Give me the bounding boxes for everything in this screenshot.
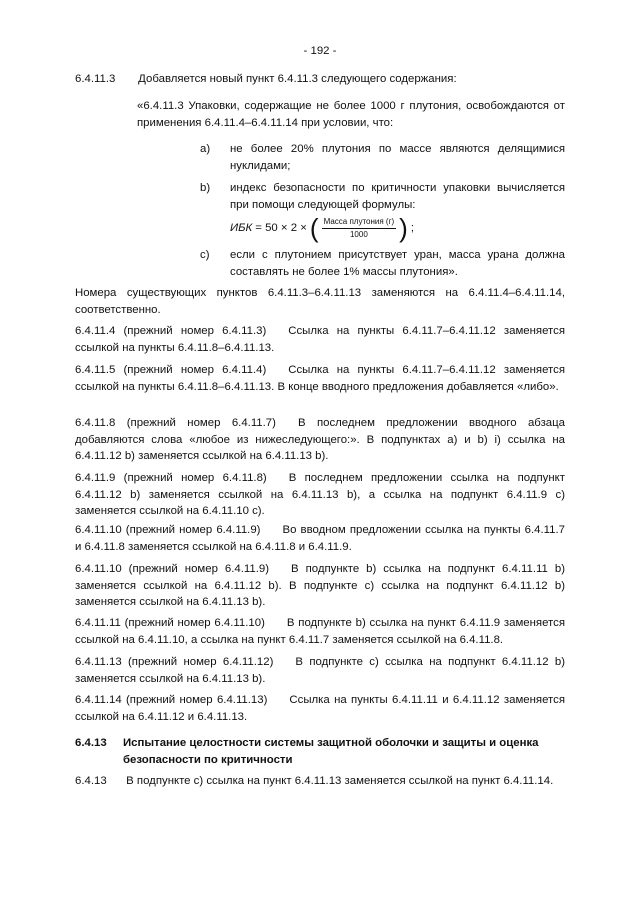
paragraph-label: 6.4.11.9 (прежний номер 6.4.11.8) (75, 472, 267, 484)
right-paren: ) (399, 213, 408, 243)
paragraph-text: В последнем предложении вводного абзаца добавляются слова «любое из нижеследующего:». В подпунктах a) и b) i) ссылка на 6.4.11.12 b) заменяется ссылкой на 6.4.11.13 b). (75, 417, 565, 462)
section-title: Испытание целостности системы защитной оболочки и защиты и оценка безопасности по критичности (123, 737, 539, 766)
paragraph-text: В подпункте b) ссылка на подпункт 6.4.11.11 b) заменяется ссылкой на 6.4.11.12 b). В подпункте c) ссылка на подпункт 6.4.11.12 b) заменяется ссылкой на 6.4.11.13 b). (75, 563, 565, 608)
final-text: В подпункте c) ссылка на пункт 6.4.11.13 заменяется ссылкой на пункт 6.4.11.14. (126, 775, 554, 787)
paragraph-label: 6.4.11.4 (прежний номер 6.4.11.3) (75, 325, 267, 337)
final-number: 6.4.13 (75, 775, 107, 787)
paragraph (75, 323, 565, 356)
page-number: - 192 - (303, 45, 337, 57)
intro-line (75, 71, 457, 88)
left-paren: ( (309, 213, 319, 243)
paragraph-text: Ссылка на пункты 6.4.11.7–6.4.11.12 заменяется ссылкой на пункты 6.4.11.8–6.4.11.13. В конце вводного предложения добавляется «либо». (75, 364, 565, 393)
list-marker: a) (200, 143, 211, 155)
intro-number: 6.4.11.3 (75, 73, 116, 85)
paragraph (75, 654, 565, 687)
fraction (322, 217, 397, 240)
final-line (75, 773, 553, 790)
paragraph-label: 6.4.11.8 (прежний номер 6.4.11.7) (75, 417, 276, 429)
paragraph-text: Номера существующих пунктов 6.4.11.3–6.4.11.13 заменяются на 6.4.11.4–6.4.11.14, соответственно. (75, 287, 565, 316)
intro-text: Добавляется новый пункт 6.4.11.3 следующего содержания: (138, 73, 457, 85)
formula (230, 213, 414, 243)
paragraph (75, 362, 565, 395)
paragraph-text: Во вводном предложении ссылка на пункты 6.4.11.7 и 6.4.11.8 заменяется ссылкой на 6.4.11.8 и 6.4.11.9. (75, 524, 565, 553)
list-text: индекс безопасности по критичности упаковки вычисляется при помощи следующей формулы: (230, 182, 565, 211)
paragraph-label: 6.4.11.14 (прежний номер 6.4.11.13) (75, 694, 268, 706)
paragraph-text: В подпункте b) ссылка на пункт 6.4.11.9 заменяется ссылкой на 6.4.11.10, а ссылка на пункт 6.4.11.7 заменяется ссылкой на 6.4.11.8. (75, 617, 566, 646)
fraction-numerator: Масса плутония (г) (322, 217, 397, 229)
paragraph-label: 6.4.11.5 (прежний номер 6.4.11.4) (75, 364, 267, 376)
paragraph (75, 692, 565, 725)
paragraph-text: Ссылка на пункты 6.4.11.11 и 6.4.11.12 заменяется ссылкой на 6.4.11.12 и 6.4.11.13. (75, 694, 565, 723)
list-marker: c) (200, 249, 210, 261)
paragraph (75, 415, 565, 465)
paragraph (75, 615, 565, 648)
paragraph-label: 6.4.11.13 (прежний номер 6.4.11.12) (75, 656, 274, 668)
section-number: 6.4.13 (75, 737, 107, 749)
paragraph-text: В последнем предложении ссылка на подпункт 6.4.11.12 b) заменяется ссылкой на 6.4.11.13 b), а ссылка на подпункт 6.4.11.9 c) заменяется ссылкой на 6.4.11.10 c). (75, 472, 565, 517)
paragraph (75, 561, 565, 611)
paragraph (75, 285, 565, 318)
paragraph (75, 522, 565, 555)
paragraph-text: Ссылка на пункты 6.4.11.7–6.4.11.12 заменяется ссылкой на пункты 6.4.11.8–6.4.11.13. (75, 325, 565, 354)
quoted-paragraph: «6.4.11.3 Упаковки, содержащие не более 1000 г плутония, освобождаются от применения 6.4.11.4–6.4.11.14 при условии, что: (137, 100, 565, 129)
list-text: если с плутонием присутствует уран, масса урана должна составлять не более 1% массы плутония». (230, 249, 565, 278)
paragraph-label: 6.4.11.10 (прежний номер 6.4.11.9) (75, 524, 261, 536)
paragraph (75, 470, 565, 520)
paragraph-label: 6.4.11.11 (прежний номер 6.4.11.10) (75, 617, 265, 629)
formula-mid: = 50 × 2 × (255, 221, 307, 234)
paragraph-text: В подпункте c) ссылка на подпункт 6.4.11.12 b) заменяется ссылкой на 6.4.11.13 b). (75, 656, 565, 685)
list-marker: b) (200, 182, 211, 194)
formula-end: ; (410, 221, 415, 234)
formula-lhs: ИБК (230, 221, 253, 234)
paragraph-label: 6.4.11.10 (прежний номер 6.4.11.9) (75, 563, 270, 575)
fraction-denominator: 1000 (349, 229, 368, 239)
list-text: не более 20% плутония по массе являются делящимися нуклидами; (230, 143, 565, 172)
